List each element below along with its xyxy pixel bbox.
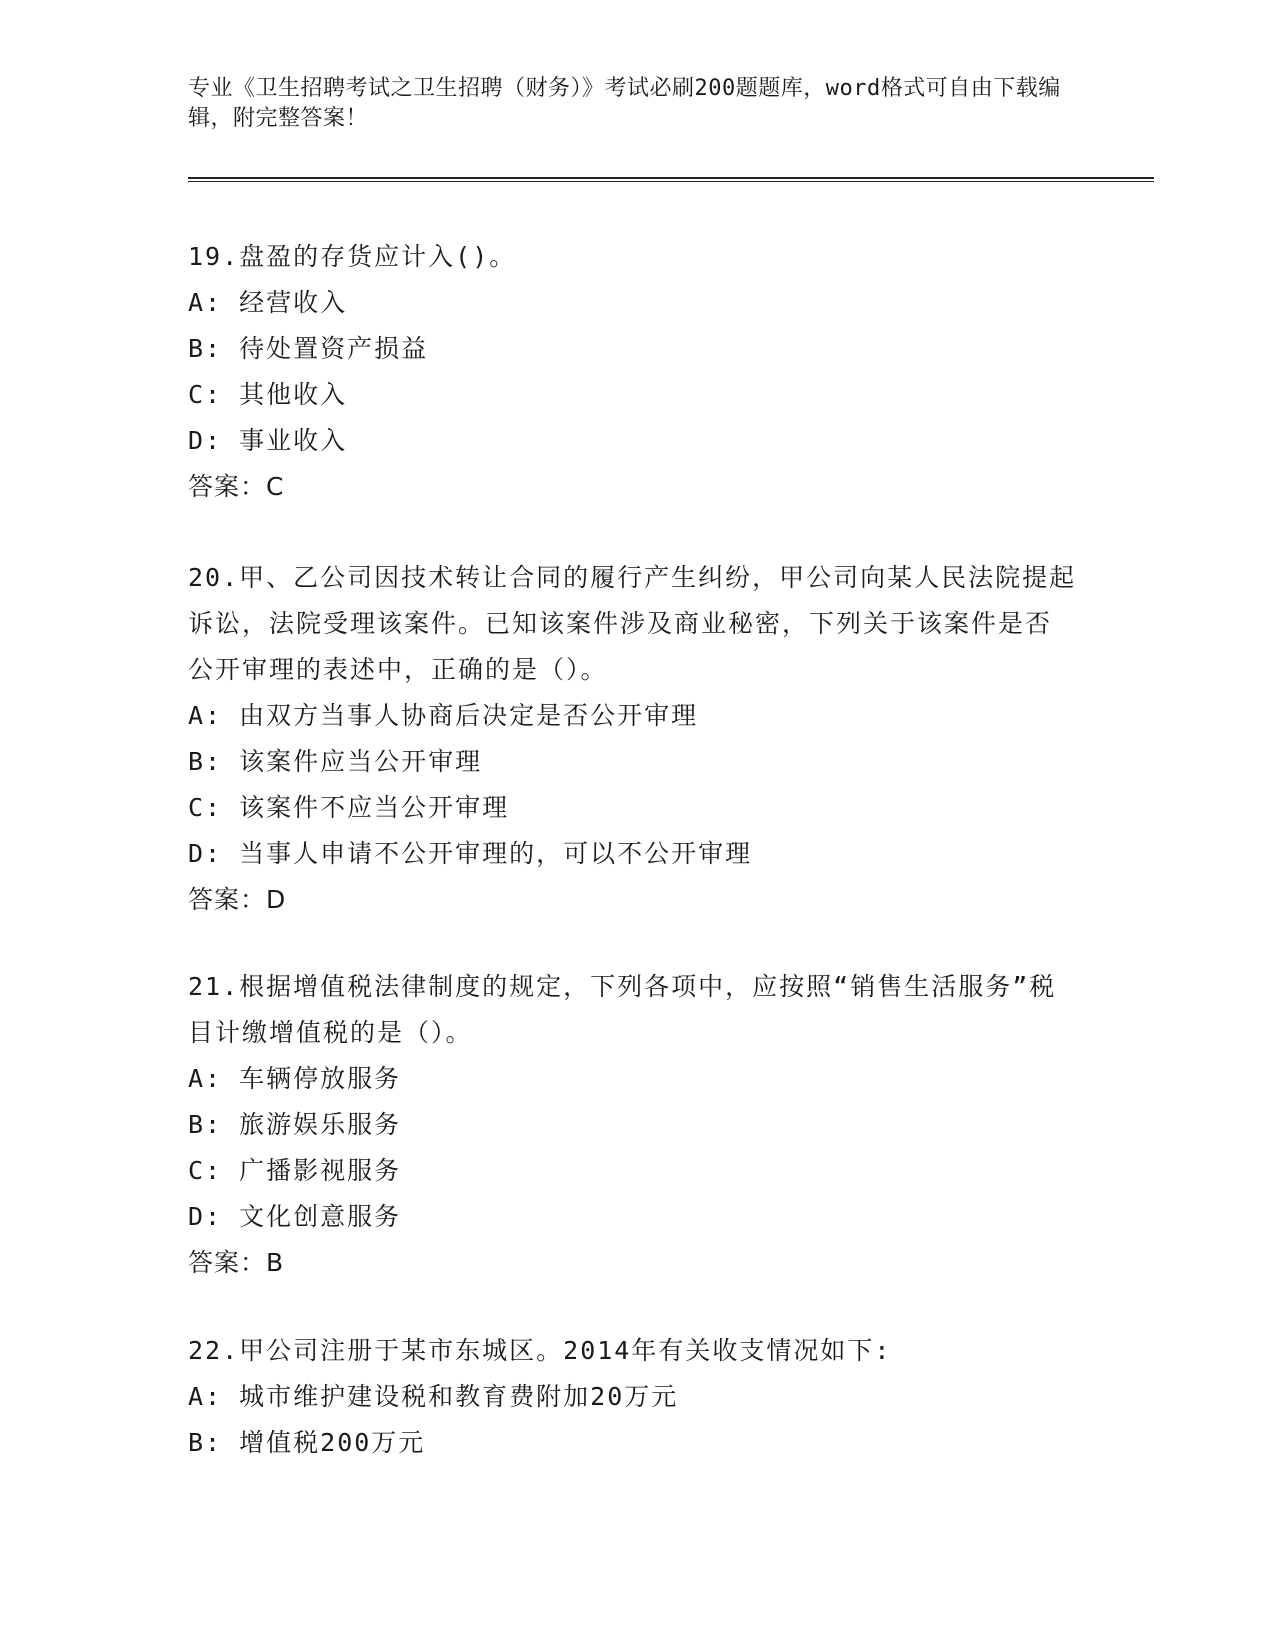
option-c: C: 该案件不应当公开审理 (188, 793, 510, 822)
answer: 答案：D (188, 885, 287, 914)
option-c: C: 广播影视服务 (188, 1156, 402, 1185)
question-stem: 22.甲公司注册于某市东城区。2014年有关收支情况如下: (188, 1336, 892, 1365)
question-19 (188, 234, 1078, 510)
question-stem: 20.甲、乙公司因技术转让合同的履行产生纠纷，甲公司向某人民法院提起诉讼，法院受理该案件。已知该案件涉及商业秘密，下列关于该案件是否公开审理的表述中，正确的是（）。 (188, 563, 1077, 684)
option-a: A: 城市维护建设税和教育费附加20万元 (188, 1382, 679, 1411)
option-a: A: 车辆停放服务 (188, 1064, 402, 1093)
question-22 (188, 1328, 1078, 1466)
option-a: A: 经营收入 (188, 288, 348, 317)
question-stem: 19.盘盈的存货应计入()。 (188, 242, 517, 271)
option-d: D: 事业收入 (188, 426, 348, 455)
option-d: D: 文化创意服务 (188, 1202, 402, 1231)
answer: 答案：C (188, 472, 285, 501)
answer: 答案：B (188, 1248, 285, 1277)
question-20 (188, 555, 1078, 923)
option-b: B: 增值税200万元 (188, 1428, 426, 1457)
option-b: B: 待处置资产损益 (188, 334, 429, 363)
header-divider (188, 177, 1154, 182)
document-intro: 专业《卫生招聘考试之卫生招聘（财务）》考试必刷200题题库，word格式可自由下载编辑，附完整答案！ (188, 76, 1061, 131)
option-b: B: 旅游娱乐服务 (188, 1110, 402, 1139)
question-21 (188, 964, 1078, 1286)
option-b: B: 该案件应当公开审理 (188, 747, 483, 776)
option-a: A: 由双方当事人协商后决定是否公开审理 (188, 701, 699, 730)
option-d: D: 当事人申请不公开审理的，可以不公开审理 (188, 839, 753, 868)
question-stem: 21.根据增值税法律制度的规定，下列各项中，应按照“销售生活服务”税目计缴增值税的是（）。 (188, 972, 1057, 1047)
option-c: C: 其他收入 (188, 380, 348, 409)
